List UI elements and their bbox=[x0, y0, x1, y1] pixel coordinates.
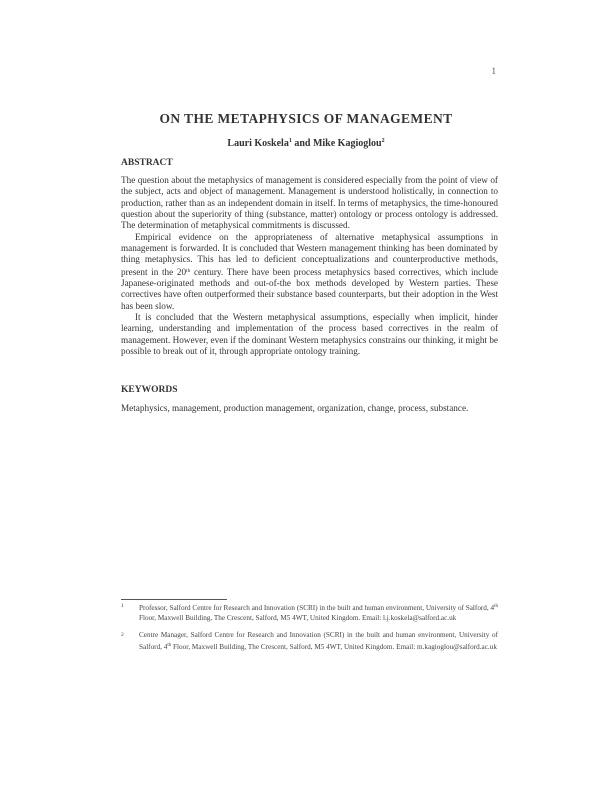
footnote-1-ordinal: th bbox=[494, 604, 498, 609]
abstract-heading: ABSTRACT bbox=[121, 158, 173, 168]
abstract-paragraph-3: It is concluded that the Western metaphysical assumptions, especially when implicit, hinder learning, understanding and implementation of the process based correctives in the realm of management. However, even if the dominant Western metaphysics constrains our thinking, it might be possible to break out of it, through appropriate ontology training. bbox=[121, 312, 498, 357]
footnote-divider bbox=[121, 599, 227, 600]
author-kagioglou: Mike Kagioglou bbox=[312, 138, 382, 149]
keywords-heading: KEYWORDS bbox=[121, 385, 178, 395]
footnote-1-text-rest: Floor, Maxwell Building, The Crescent, Salford, M5 4WT, United Kingdom. Email: l.j.koskela@salford.ac.uk bbox=[139, 613, 457, 622]
footnote-1-marker: 1 bbox=[121, 603, 124, 609]
author-koskela: Lauri Koskela bbox=[227, 138, 289, 149]
footnote-2-text-rest: Floor, Maxwell Building, The Crescent, Salford, M5 4WT, United Kingdom. Email: m.kagioglou@salford.ac.uk bbox=[171, 642, 497, 651]
abstract-paragraph-2-rest: century. There have been process metaphysics based correctives, which include Japanese-originated methods and out-of-the box methods developed by Western parties. These correctives have often outperformed their substance based counterparts, but their adoption in the West has been slow. bbox=[121, 266, 498, 311]
abstract-paragraph-2-start: Empirical evidence on the appropriateness of alternative metaphysical assumptions in management is forwarded. It is concluded that Western management thinking has been dominated by thing metaphysics. This has led to deficient conceptualizations and counterproductive methods, present in the 20 bbox=[121, 231, 498, 277]
abstract-body bbox=[121, 175, 498, 358]
footnote-1 bbox=[121, 602, 498, 623]
footnote-2-text-start: Centre Manager, Salford Centre for Research and Innovation (SCRI) in the built and human environment, University of Salford, 4 bbox=[139, 631, 498, 651]
footnote-1-text-start: Professor, Salford Centre for Research and Innovation (SCRI) in the built and human environment, University of Salford, 4 bbox=[139, 604, 495, 612]
footnote-2-text bbox=[139, 631, 498, 652]
author-kagioglou-footnote-marker: 2 bbox=[381, 138, 385, 144]
ordinal-superscript: th bbox=[186, 267, 191, 274]
footnote-1-text bbox=[139, 602, 498, 623]
page-number: 1 bbox=[491, 66, 496, 76]
abstract-paragraph-1: The question about the metaphysics of management is considered especially from the point of view of the subject, acts and object of management. Management is understood holistically, in connection to production, rather than as an independent domain in itself. In terms of metaphysics, the time-honoured question about the superiority of thing (substance, matter) ontology or process ontology is addressed. The determination of metaphysical commitments is discussed. bbox=[121, 175, 498, 231]
author-koskela-footnote-marker: 1 bbox=[288, 138, 292, 144]
footnote-2-ordinal: th bbox=[167, 642, 172, 648]
footnote-2 bbox=[121, 631, 498, 652]
author-conjunction: and bbox=[294, 138, 311, 149]
footnote-2-marker: 2 bbox=[121, 632, 124, 638]
abstract-paragraph-2 bbox=[121, 232, 498, 312]
author-line bbox=[0, 138, 612, 149]
keywords-list: Metaphysics, management, production management, organization, change, process, substance. bbox=[121, 403, 469, 413]
paper-title: ON THE METAPHYSICS OF MANAGEMENT bbox=[159, 111, 453, 126]
